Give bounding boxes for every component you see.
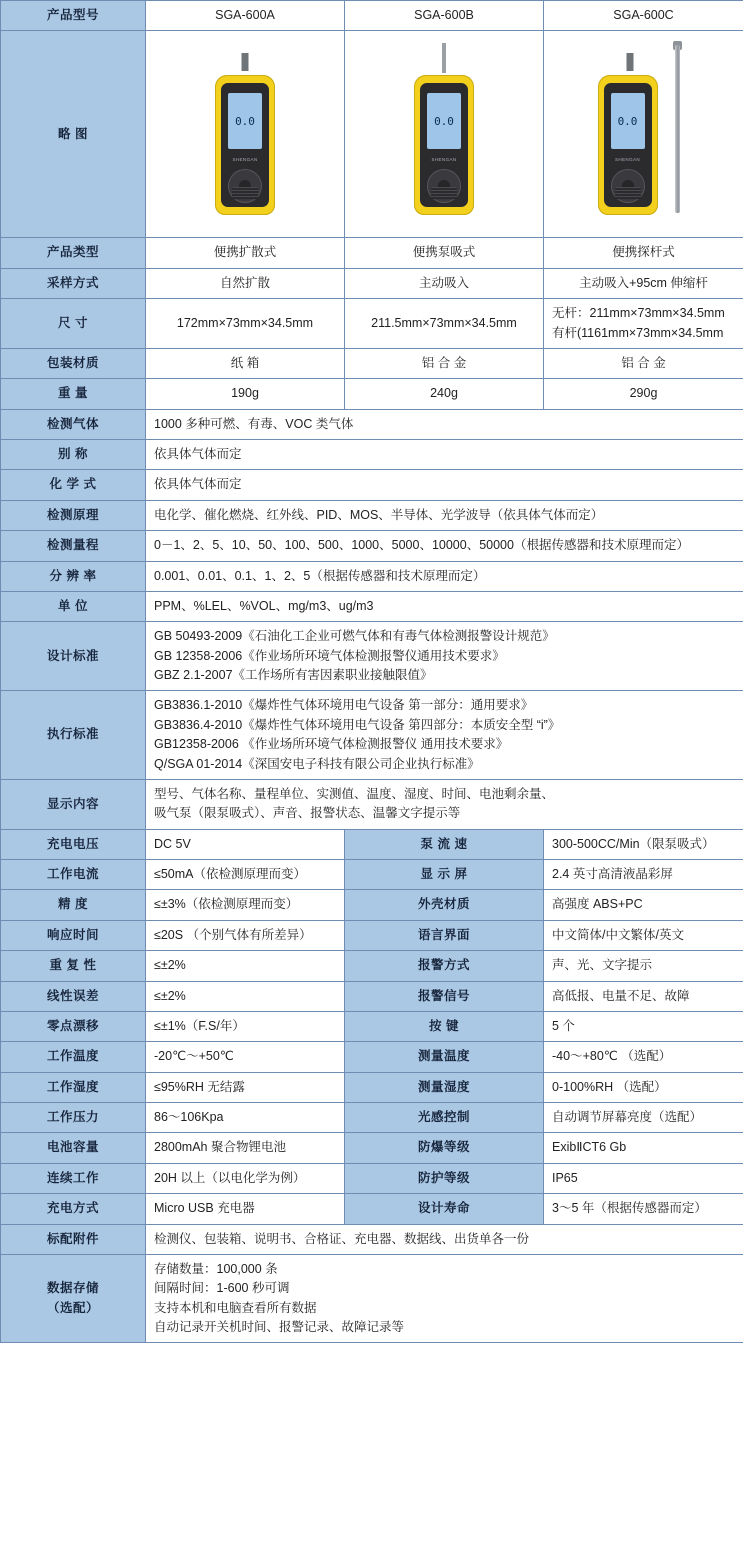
row-label-sketch: 略 图 (1, 31, 146, 238)
table-row-response-time (1, 920, 743, 950)
row-label-protection-level: 防护等级 (345, 1163, 544, 1193)
detect-gas-value: 1000 多种可燃、有毒、VOC 类气体 (146, 409, 743, 439)
shell-material-value: 高强度 ABS+PC (544, 890, 743, 920)
table-row-size (1, 299, 743, 349)
working-humidity-value: ≤95%RH 无结露 (146, 1072, 345, 1102)
row-label-linearity-error: 线性误差 (1, 981, 146, 1011)
table-row-charge-voltage (1, 829, 743, 859)
table-row-display-content (1, 779, 743, 829)
table-row-working-temperature (1, 1042, 743, 1072)
device-speaker-grille (232, 187, 258, 199)
table-row-sampling (1, 268, 743, 298)
table-row-repeatability (1, 951, 743, 981)
table-row-alias (1, 440, 743, 470)
sampling-a: 自然扩散 (146, 268, 345, 298)
size-c-line2: 有杆(1161mm×73mm×34.5mm (552, 325, 724, 340)
display-content-line-1: 型号、气体名称、量程单位、实测值、温度、湿度、时间、电池剩余量、 (154, 786, 555, 801)
protection-level-value: IP65 (544, 1163, 743, 1193)
device-screen (228, 93, 262, 149)
charge-method-value: Micro USB 充电器 (146, 1194, 345, 1224)
packaging-a: 纸 箱 (146, 348, 345, 378)
portable-diffusion-detector-icon (195, 41, 295, 221)
table-row-design-standard (1, 622, 743, 691)
linearity-error-value: ≤±2% (146, 981, 345, 1011)
row-label-display-content: 显示内容 (1, 779, 146, 829)
row-label-battery-capacity: 电池容量 (1, 1133, 146, 1163)
row-label-accuracy: 精 度 (1, 890, 146, 920)
row-label-measure-temperature: 测量温度 (345, 1042, 544, 1072)
alarm-signal-value: 高低报、电量不足、故障 (544, 981, 743, 1011)
row-label-resolution: 分 辨 率 (1, 561, 146, 591)
device-body (215, 75, 275, 215)
screen-reading-a: 0.0 (235, 115, 255, 129)
table-row-linearity-error (1, 981, 743, 1011)
row-label-keys: 按 键 (345, 1011, 544, 1041)
unit-value: PPM、%LEL、%VOL、mg/m3、ug/m3 (146, 591, 743, 621)
working-pressure-value: 86～106Kpa (146, 1103, 345, 1133)
weight-c: 290g (544, 379, 743, 409)
device-brand-b: SHENGAN (431, 157, 457, 163)
table-row-model (1, 1, 743, 31)
table-row-product-type (1, 238, 743, 268)
data-storage-line-2: 间隔时间：1-600 秒可调 (154, 1281, 290, 1296)
row-label-design-life: 设计寿命 (345, 1194, 544, 1224)
design-standard-line-2: GB 12358-2006《作业场所环境气体检测报警仪通用技术要求》 (154, 648, 505, 663)
sensor-cap-icon (626, 53, 633, 71)
data-storage-value (146, 1254, 743, 1343)
row-label-packaging: 包装材质 (1, 348, 146, 378)
table-row-range (1, 531, 743, 561)
alias-value: 依具体气体而定 (146, 440, 743, 470)
row-label-alarm-mode: 报警方式 (345, 951, 544, 981)
repeatability-value: ≤±2% (146, 951, 345, 981)
model-b: SGA-600B (345, 1, 544, 31)
packaging-b: 铝 合 金 (345, 348, 544, 378)
table-row-principle (1, 500, 743, 530)
row-label-continuous-work: 连续工作 (1, 1163, 146, 1193)
exec-standard-line-4: Q/SGA 01-2014《深国安电子科技有限公司企业执行标准》 (154, 756, 480, 771)
row-label-working-pressure: 工作压力 (1, 1103, 146, 1133)
data-storage-line-4: 自动记录开关机时间、报警记录、故障记录等 (154, 1320, 405, 1334)
row-label-light-control: 光感控制 (345, 1103, 544, 1133)
table-row-accuracy (1, 890, 743, 920)
table-row-charge-method (1, 1194, 743, 1224)
row-label-range: 检测量程 (1, 531, 146, 561)
zero-drift-value: ≤±1%（F.S/年） (146, 1011, 345, 1041)
range-value: 0－1、2、5、10、50、100、500、1000、5000、10000、50000（根据传感器和技术原理而定） (146, 531, 743, 561)
charge-voltage-value: DC 5V (146, 829, 345, 859)
packaging-c: 铝 合 金 (544, 348, 743, 378)
device-front-panel (420, 83, 468, 207)
row-label-data-storage-line2: （选配） (46, 1300, 99, 1315)
portable-pump-detector-icon (394, 41, 494, 221)
measure-temperature-value: -40～+80℃ （选配） (544, 1042, 743, 1072)
device-brand-a: SHENGAN (232, 157, 258, 163)
row-label-data-storage (1, 1254, 146, 1343)
table-row-sketch (1, 31, 743, 238)
device-front-panel (221, 83, 269, 207)
table-row-detect-gas (1, 409, 743, 439)
device-image-c (544, 31, 743, 238)
table-row-zero-drift (1, 1011, 743, 1041)
model-c: SGA-600C (544, 1, 743, 31)
sampling-b: 主动吸入 (345, 268, 544, 298)
table-row-battery-capacity (1, 1133, 743, 1163)
formula-value: 依具体气体而定 (146, 470, 743, 500)
device-brand-c: SHENGAN (614, 157, 641, 163)
row-label-language: 语言界面 (345, 920, 544, 950)
row-label-working-humidity: 工作湿度 (1, 1072, 146, 1102)
working-current-value: ≤50mA（依检测原理而变） (146, 860, 345, 890)
row-label-charge-voltage: 充电电压 (1, 829, 146, 859)
principle-value: 电化学、催化燃烧、红外线、PID、MOS、半导体、光学波导（依具体气体而定） (146, 500, 743, 530)
exec-standard-value (146, 691, 743, 780)
product-type-b: 便携泵吸式 (345, 238, 544, 268)
screen-reading-b: 0.0 (434, 115, 454, 129)
alarm-mode-value: 声、光、文字提示 (544, 951, 743, 981)
explosion-proof-value: ExibⅡCT6 Gb (544, 1133, 743, 1163)
row-label-zero-drift: 零点漂移 (1, 1011, 146, 1041)
row-label-explosion-proof: 防爆等级 (345, 1133, 544, 1163)
table-row-exec-standard (1, 691, 743, 780)
row-label-shell-material: 外壳材质 (345, 890, 544, 920)
table-row-continuous-work (1, 1163, 743, 1193)
pump-inlet-icon (442, 43, 446, 73)
row-label-detect-gas: 检测气体 (1, 409, 146, 439)
table-row-packaging (1, 348, 743, 378)
row-label-weight: 重 量 (1, 379, 146, 409)
measure-humidity-value: 0-100%RH （选配） (544, 1072, 743, 1102)
accessories-value: 检测仪、包装箱、说明书、合格证、充电器、数据线、出货单各一份 (146, 1224, 743, 1254)
row-label-model: 产品型号 (1, 1, 146, 31)
row-label-accessories: 标配附件 (1, 1224, 146, 1254)
device-speaker-grille (615, 187, 641, 199)
resolution-value: 0.001、0.01、0.1、1、2、5（根据传感器和技术原理而定） (146, 561, 743, 591)
row-label-alarm-signal: 报警信号 (345, 981, 544, 1011)
size-a: 172mm×73mm×34.5mm (146, 299, 345, 349)
working-temperature-value: -20℃～+50℃ (146, 1042, 345, 1072)
design-life-value: 3～5 年（根据传感器而定） (544, 1194, 743, 1224)
device-image-a (146, 31, 345, 238)
table-row-weight (1, 379, 743, 409)
table-row-formula (1, 470, 743, 500)
language-value: 中文简体/中文繁体/英文 (544, 920, 743, 950)
row-label-measure-humidity: 测量湿度 (345, 1072, 544, 1102)
table-row-accessories (1, 1224, 743, 1254)
pump-flow-value: 300-500CC/Min（限泵吸式） (544, 829, 743, 859)
display-screen-value: 2.4 英寸高清液晶彩屏 (544, 860, 743, 890)
weight-a: 190g (146, 379, 345, 409)
weight-b: 240g (345, 379, 544, 409)
keys-value: 5 个 (544, 1011, 743, 1041)
device-screen (611, 93, 645, 149)
row-label-working-current: 工作电流 (1, 860, 146, 890)
display-content-value (146, 779, 743, 829)
display-content-line-2: 吸气泵（限泵吸式）、声音、报警状态、温馨文字提示等 (154, 806, 461, 821)
exec-standard-line-3: GB12358-2006 《作业场所环境气体检测报警仪 通用技术要求》 (154, 737, 509, 752)
device-speaker-grille (431, 187, 457, 199)
size-b: 211.5mm×73mm×34.5mm (345, 299, 544, 349)
accuracy-value: ≤±3%（依检测原理而变） (146, 890, 345, 920)
data-storage-line-3: 支持本机和电脑查看所有数据 (154, 1300, 317, 1315)
device-front-panel (604, 83, 652, 207)
row-label-principle: 检测原理 (1, 500, 146, 530)
continuous-work-value: 20H 以上（以电化学为例） (146, 1163, 345, 1193)
row-label-alias: 别 称 (1, 440, 146, 470)
row-label-exec-standard: 执行标准 (1, 691, 146, 780)
row-label-display-screen: 显 示 屏 (345, 860, 544, 890)
data-storage-line-1: 存储数量：100,000 条 (154, 1261, 278, 1276)
row-label-unit: 单 位 (1, 591, 146, 621)
design-standard-line-1: GB 50493-2009《石油化工企业可燃气体和有毒气体检测报警设计规范》 (154, 629, 555, 644)
row-label-formula: 化 学 式 (1, 470, 146, 500)
row-label-sampling: 采样方式 (1, 268, 146, 298)
row-label-pump-flow: 泵 流 速 (345, 829, 544, 859)
row-label-data-storage-line1: 数据存储 (46, 1281, 99, 1296)
row-label-working-temperature: 工作温度 (1, 1042, 146, 1072)
portable-probe-detector-icon (594, 41, 694, 221)
model-a: SGA-600A (146, 1, 345, 31)
table-row-resolution (1, 561, 743, 591)
row-label-product-type: 产品类型 (1, 238, 146, 268)
design-standard-value (146, 622, 743, 691)
battery-capacity-value: 2800mAh 聚合物锂电池 (146, 1133, 345, 1163)
screen-reading-c: 0.0 (617, 115, 638, 129)
exec-standard-line-2: GB3836.4-2010《爆炸性气体环境用电气设备 第四部分：本质安全型 “i”》 (154, 717, 561, 732)
sampling-c: 主动吸入+95cm 伸缩杆 (544, 268, 743, 298)
size-c (544, 299, 743, 349)
table-row-working-current (1, 860, 743, 890)
row-label-design-standard: 设计标准 (1, 622, 146, 691)
row-label-charge-method: 充电方式 (1, 1194, 146, 1224)
product-type-c: 便携探杆式 (544, 238, 743, 268)
device-screen (427, 93, 461, 149)
telescopic-probe-icon (675, 45, 680, 213)
table-row-working-pressure (1, 1103, 743, 1133)
sensor-cap-icon (242, 53, 249, 71)
row-label-size: 尺 寸 (1, 299, 146, 349)
device-body (414, 75, 474, 215)
size-c-line1: 无杆：211mm×73mm×34.5mm (552, 306, 725, 321)
device-body (598, 75, 658, 215)
exec-standard-line-1: GB3836.1-2010《爆炸性气体环境用电气设备 第一部分：通用要求》 (154, 698, 534, 713)
table-row-data-storage (1, 1254, 743, 1343)
light-control-value: 自动调节屏幕亮度（选配） (544, 1103, 743, 1133)
table-row-unit (1, 591, 743, 621)
response-time-value: ≤20S （个别气体有所差异） (146, 920, 345, 950)
row-label-repeatability: 重 复 性 (1, 951, 146, 981)
table-row-working-humidity (1, 1072, 743, 1102)
device-image-b (345, 31, 544, 238)
design-standard-line-3: GBZ 2.1-2007《工作场所有害因素职业接触限值》 (154, 668, 433, 682)
product-type-a: 便携扩散式 (146, 238, 345, 268)
row-label-response-time: 响应时间 (1, 920, 146, 950)
